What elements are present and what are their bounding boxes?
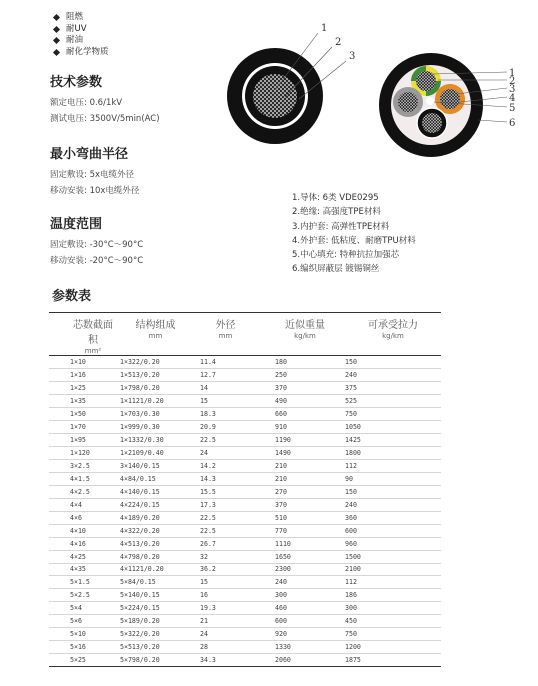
table-cell: 1×50 <box>49 407 116 420</box>
table-row <box>49 433 441 446</box>
table-cell: 15 <box>191 576 251 589</box>
table-row <box>49 394 441 407</box>
table-cell: 19.3 <box>191 602 251 615</box>
table-cell: 28 <box>191 641 251 654</box>
table-row <box>49 459 441 472</box>
diagram-label: 2 <box>335 37 342 48</box>
table-cell: 4×224/0.15 <box>116 498 191 511</box>
column-header: 芯数截面积 mm² <box>49 313 116 356</box>
component-legend <box>292 191 416 277</box>
table-cell: 2300 <box>251 563 335 576</box>
table-cell: 5×16 <box>49 641 116 654</box>
table-cell: 4×1.5 <box>49 472 116 485</box>
table-cell: 22.5 <box>191 511 251 524</box>
temp-line: 固定敷设: -30°C〜90°C <box>50 240 144 250</box>
table-cell: 20.9 <box>191 420 251 433</box>
table-cell: 600 <box>251 615 335 628</box>
table-cell: 3×140/0.15 <box>116 459 191 472</box>
table-row <box>49 654 441 667</box>
table-title: 参数表 <box>52 289 92 304</box>
table-cell: 4×798/0.20 <box>116 550 191 563</box>
column-header: 近似重量 kg/km <box>251 313 335 356</box>
table-cell: 1×1121/0.20 <box>116 394 191 407</box>
table-cell: 360 <box>335 511 441 524</box>
table-cell: 34.3 <box>191 654 251 667</box>
table-cell: 4×1121/0.20 <box>116 563 191 576</box>
multi-core-cable-diagram <box>378 50 528 160</box>
temp-title: 温度范围 <box>50 217 103 232</box>
table-cell: 1×703/0.30 <box>116 407 191 420</box>
table-cell: 5×25 <box>49 654 116 667</box>
table-cell: 2060 <box>251 654 335 667</box>
table-cell: 1×25 <box>49 381 116 394</box>
tech-line: 额定电压: 0.6/1kV <box>50 98 123 108</box>
table-row <box>49 641 441 654</box>
table-row <box>49 407 441 420</box>
table-cell: 36.2 <box>191 563 251 576</box>
table-cell: 1330 <box>251 641 335 654</box>
table-cell: 4×25 <box>49 550 116 563</box>
table-cell: 270 <box>251 485 335 498</box>
table-cell: 1×513/0.20 <box>116 368 191 381</box>
legend-item: 1.导体: 6类 VDE0295 <box>292 193 379 203</box>
table-cell: 150 <box>335 485 441 498</box>
table-row <box>49 563 441 576</box>
diagram-label: 1 <box>509 68 516 79</box>
table-cell: 112 <box>335 576 441 589</box>
table-row <box>49 589 441 602</box>
table-cell: 1×120 <box>49 446 116 459</box>
table-cell: 750 <box>335 628 441 641</box>
table-cell: 1490 <box>251 446 335 459</box>
table-row <box>49 576 441 589</box>
table-cell: 1050 <box>335 420 441 433</box>
table-cell: 210 <box>251 472 335 485</box>
table-cell: 450 <box>335 615 441 628</box>
table-cell: 15 <box>191 394 251 407</box>
table-cell: 4×2.5 <box>49 485 116 498</box>
table-cell: 240 <box>335 498 441 511</box>
table-cell: 24 <box>191 446 251 459</box>
table-row <box>49 602 441 615</box>
table-cell: 5×140/0.15 <box>116 589 191 602</box>
diagram-label: 6 <box>509 118 516 129</box>
table-row <box>49 356 441 369</box>
table-cell: 5×513/0.20 <box>116 641 191 654</box>
table-cell: 15.5 <box>191 485 251 498</box>
table-cell: 5×10 <box>49 628 116 641</box>
table-row <box>49 420 441 433</box>
table-row <box>49 615 441 628</box>
table-cell: 920 <box>251 628 335 641</box>
diagram-label: 3 <box>349 51 356 62</box>
tech-line: 测试电压: 3500V/5min(AC) <box>50 114 160 124</box>
table-cell: 186 <box>335 589 441 602</box>
table-cell: 24 <box>191 628 251 641</box>
table-cell: 12.7 <box>191 368 251 381</box>
table-row <box>49 511 441 524</box>
center-filler <box>426 97 434 105</box>
table-cell: 1800 <box>335 446 441 459</box>
table-cell: 150 <box>335 356 441 369</box>
table-cell: 112 <box>335 459 441 472</box>
table-cell: 1×95 <box>49 433 116 446</box>
table-cell: 5×1.5 <box>49 576 116 589</box>
diagram-label: 1 <box>321 23 328 34</box>
table-cell: 1×798/0.20 <box>116 381 191 394</box>
column-header: 结构组成 mm <box>116 313 191 356</box>
table-row <box>49 381 441 394</box>
table-cell: 240 <box>251 576 335 589</box>
table-row <box>49 498 441 511</box>
table-cell: 770 <box>251 524 335 537</box>
table-row <box>49 446 441 459</box>
table-cell: 22.5 <box>191 433 251 446</box>
table-row <box>49 550 441 563</box>
bend-title: 最小弯曲半径 <box>50 147 129 162</box>
legend-item: 4.外护套: 低粘度、耐磨TPU材料 <box>292 235 416 246</box>
feature-item: 耐油 <box>52 35 109 47</box>
table-cell: 14.3 <box>191 472 251 485</box>
table-cell: 460 <box>251 602 335 615</box>
table-cell: 5×84/0.15 <box>116 576 191 589</box>
table-row <box>49 368 441 381</box>
table-cell: 21 <box>191 615 251 628</box>
diagram-label: 5 <box>509 103 516 114</box>
table-cell: 210 <box>251 459 335 472</box>
table-cell: 960 <box>335 537 441 550</box>
table-cell: 1110 <box>251 537 335 550</box>
table-cell: 16 <box>191 589 251 602</box>
table-cell: 17.3 <box>191 498 251 511</box>
table-body <box>49 356 441 667</box>
table-cell: 5×798/0.20 <box>116 654 191 667</box>
table-cell: 90 <box>335 472 441 485</box>
table-cell: 5×2.5 <box>49 589 116 602</box>
table-cell: 18.3 <box>191 407 251 420</box>
table-cell: 4×84/0.15 <box>116 472 191 485</box>
table-cell: 1×70 <box>49 420 116 433</box>
legend-item: 2.绝缘: 高强度TPE材料 <box>292 207 381 218</box>
column-header: 外径 mm <box>191 313 251 356</box>
table-cell: 370 <box>251 381 335 394</box>
table-cell: 525 <box>335 394 441 407</box>
table-cell: 1190 <box>251 433 335 446</box>
table-cell: 32 <box>191 550 251 563</box>
bend-line: 固定敷设: 5x电缆外径 <box>50 170 135 180</box>
table-cell: 910 <box>251 420 335 433</box>
legend-item: 6.编织屏蔽层 镀锡铜丝 <box>292 264 380 275</box>
table-cell: 14 <box>191 381 251 394</box>
table-cell: 26.7 <box>191 537 251 550</box>
table-cell: 4×35 <box>49 563 116 576</box>
table-cell: 11.4 <box>191 356 251 369</box>
tech-title: 技术参数 <box>50 75 103 90</box>
table-cell: 4×16 <box>49 537 116 550</box>
table-cell: 5×322/0.20 <box>116 628 191 641</box>
feature-item: 耐化学物质 <box>52 47 109 59</box>
single-core-cable-diagram <box>215 15 365 150</box>
table-cell: 1×2109/0.40 <box>116 446 191 459</box>
table-cell: 2100 <box>335 563 441 576</box>
table-cell: 1875 <box>335 654 441 667</box>
table-cell: 1650 <box>251 550 335 563</box>
table-cell: 22.5 <box>191 524 251 537</box>
table-cell: 250 <box>251 368 335 381</box>
table-cell: 4×6 <box>49 511 116 524</box>
table-row <box>49 485 441 498</box>
table-cell: 370 <box>251 498 335 511</box>
table-cell: 375 <box>335 381 441 394</box>
table-cell: 5×224/0.15 <box>116 602 191 615</box>
table-cell: 1×16 <box>49 368 116 381</box>
conductor <box>253 74 297 118</box>
table-cell: 1×35 <box>49 394 116 407</box>
table-cell: 300 <box>251 589 335 602</box>
table-cell: 750 <box>335 407 441 420</box>
table-cell: 4×513/0.20 <box>116 537 191 550</box>
table-cell: 4×140/0.15 <box>116 485 191 498</box>
diagram-label: 4 <box>509 93 516 104</box>
feature-item: 耐UV <box>52 24 109 36</box>
spec-table <box>49 312 441 667</box>
diagram-label: 3 <box>509 84 516 95</box>
column-header: 可承受拉力 kg/km <box>335 313 441 356</box>
table-cell: 300 <box>335 602 441 615</box>
table-cell: 1×999/0.30 <box>116 420 191 433</box>
table-header-row <box>49 313 441 356</box>
table-cell: 5×6 <box>49 615 116 628</box>
bend-line: 移动安装: 10x电缆外径 <box>50 186 140 196</box>
table-cell: 1×10 <box>49 356 116 369</box>
table-cell: 600 <box>335 524 441 537</box>
table-row <box>49 628 441 641</box>
table-row <box>49 472 441 485</box>
table-cell: 660 <box>251 407 335 420</box>
table-cell: 5×189/0.20 <box>116 615 191 628</box>
legend-item: 3.内护套: 高弹性TPE材料 <box>292 221 390 232</box>
table-cell: 1×1332/0.30 <box>116 433 191 446</box>
feature-item: 阻燃 <box>52 12 109 24</box>
table-row <box>49 537 441 550</box>
table-cell: 1500 <box>335 550 441 563</box>
legend-item: 5.中心填充: 特种抗拉加强芯 <box>292 250 400 261</box>
table-cell: 490 <box>251 394 335 407</box>
table-cell: 1×322/0.20 <box>116 356 191 369</box>
temp-line: 移动安装: -20°C〜90°C <box>50 256 144 266</box>
table-cell: 510 <box>251 511 335 524</box>
table-cell: 4×4 <box>49 498 116 511</box>
table-cell: 4×189/0.20 <box>116 511 191 524</box>
table-cell: 3×2.5 <box>49 459 116 472</box>
table-cell: 1200 <box>335 641 441 654</box>
table-cell: 240 <box>335 368 441 381</box>
table-row <box>49 524 441 537</box>
table-cell: 5×4 <box>49 602 116 615</box>
table-cell: 14.2 <box>191 459 251 472</box>
table-cell: 180 <box>251 356 335 369</box>
table-cell: 4×10 <box>49 524 116 537</box>
feature-list <box>52 12 109 58</box>
table-cell: 1425 <box>335 433 441 446</box>
diagram-label: 2 <box>509 76 516 87</box>
table-cell: 4×322/0.20 <box>116 524 191 537</box>
